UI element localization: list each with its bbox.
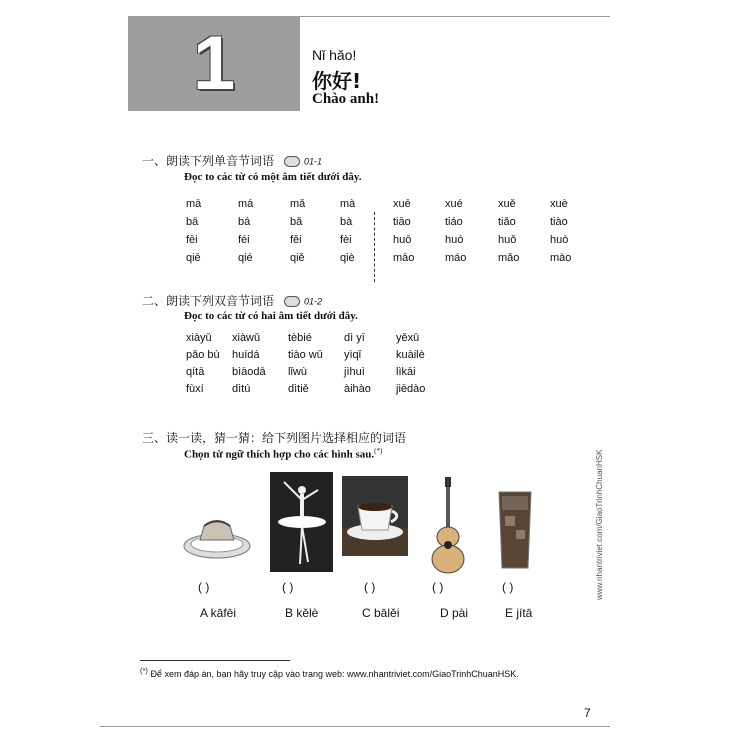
section2-subtitle: Đọc to các từ có hai âm tiết dưới đây.	[184, 310, 358, 322]
syllable-cell: fěi	[290, 234, 302, 246]
syllable-cell: huó	[445, 234, 464, 246]
answer-blank[interactable]: ( )	[364, 580, 376, 594]
word-cell: dìtiě	[288, 383, 309, 395]
section1-title-text: 一、朗读下列单音节词语	[142, 154, 275, 168]
syllable-cell: tiǎo	[498, 216, 516, 228]
grid-divider	[374, 212, 375, 282]
audio-icon[interactable]	[284, 156, 300, 167]
syllable-cell: mā	[186, 198, 202, 210]
lesson-number-box	[128, 16, 300, 111]
syllable-cell: bǎ	[290, 216, 303, 228]
section3-subtitle	[184, 447, 382, 461]
syllable-cell: qié	[238, 252, 253, 264]
syllable-cell: má	[238, 198, 254, 210]
side-url: www.nhantriviet.com/GiaoTrinhChuanHSK	[595, 449, 604, 600]
word-cell: dì yī	[344, 332, 365, 344]
word-cell: fùxí	[186, 383, 204, 395]
textbook-page	[100, 14, 610, 727]
section2-title	[142, 292, 322, 309]
syllable-cell: mǎ	[290, 198, 306, 210]
footnote-text: Để xem đáp án, bạn hãy truy cập vào trang web: www.nhantriviet.com/GiaoTrinhChuanHSK.	[150, 669, 519, 679]
syllable-cell: xuè	[550, 198, 568, 210]
syllable-cell: tiào	[550, 216, 568, 228]
syllable-cell: qiē	[186, 252, 201, 264]
footnote	[140, 666, 519, 679]
page-number: 7	[584, 706, 591, 720]
word-option: D pài	[440, 606, 469, 620]
cola-glass-image	[496, 486, 534, 572]
lesson-title-area	[300, 16, 610, 112]
word-cell: dìtú	[232, 383, 251, 395]
syllable-cell: máo	[445, 252, 467, 264]
syllable-cell: bá	[238, 216, 251, 228]
footnote-rule	[140, 660, 290, 661]
syllable-cell: māo	[393, 252, 415, 264]
word-option: E jítā	[505, 606, 533, 620]
word-cell: jiēdào	[396, 383, 426, 395]
answer-blank[interactable]: ( )	[432, 580, 444, 594]
coffee-image	[342, 476, 408, 556]
syllable-cell: xuē	[393, 198, 411, 210]
syllable-cell: huō	[393, 234, 412, 246]
footnote-mark: (*)	[140, 666, 148, 675]
word-cell: tiào wǔ	[288, 349, 323, 361]
word-cell: xiàyǔ	[186, 332, 212, 344]
guitar-image	[428, 477, 468, 577]
word-cell: xiàwǔ	[232, 332, 261, 344]
syllable-cell: mǎo	[498, 252, 520, 264]
word-cell: pǎo bù	[186, 349, 220, 361]
word-option: C bālěi	[362, 606, 400, 620]
syllable-cell: qiě	[290, 252, 305, 264]
lesson-title-chinese: 你好!	[312, 69, 362, 93]
answer-blank[interactable]: ( )	[198, 580, 210, 594]
syllable-cell: mào	[550, 252, 572, 264]
syllable-cell: huò	[550, 234, 569, 246]
word-option: B kělè	[285, 606, 319, 620]
word-option: A kāfēi	[200, 606, 237, 620]
word-cell: lǐwù	[288, 366, 307, 378]
lesson-title-pinyin: Nǐ hǎo!	[312, 47, 357, 63]
audio-icon[interactable]	[284, 296, 300, 307]
section1-subtitle: Đọc to các từ có một âm tiết dưới đây.	[184, 171, 362, 183]
word-cell: huídá	[232, 349, 260, 361]
syllable-cell: bā	[186, 216, 199, 228]
word-cell: yěxǔ	[396, 332, 420, 344]
syllable-cell: bà	[340, 216, 353, 228]
syllable-cell: mà	[340, 198, 356, 210]
word-cell: àihào	[344, 383, 371, 395]
section2-title-text: 二、朗读下列双音节词语	[142, 294, 275, 308]
word-cell: yìqǐ	[344, 349, 362, 361]
answer-blank[interactable]: ( )	[502, 580, 514, 594]
word-cell: tèbié	[288, 332, 312, 344]
word-cell: jìhuì	[344, 366, 365, 378]
word-cell: qítā	[186, 366, 205, 378]
syllable-cell: féi	[238, 234, 250, 246]
lesson-title-vietnamese: Chào anh!	[312, 91, 380, 107]
word-cell: lìkāi	[396, 366, 416, 378]
syllable-cell: tiāo	[393, 216, 411, 228]
syllable-cell: fèi	[340, 234, 352, 246]
word-cell: kuàilè	[396, 349, 425, 361]
syllable-cell: tiáo	[445, 216, 463, 228]
word-cell: bìāodā	[232, 366, 266, 378]
syllable-cell: qiè	[340, 252, 355, 264]
section3-subtitle-text: Chọn từ ngữ thích hợp cho các hình sau.	[184, 448, 375, 461]
section1-title	[142, 152, 322, 169]
answer-blank[interactable]: ( )	[282, 580, 294, 594]
section3-title: 三、读一读，猜一猜：给下列图片选择相应的词语	[142, 431, 407, 445]
audio-track-code: 01-1	[304, 156, 323, 167]
syllable-cell: huǒ	[498, 234, 517, 246]
lesson-number: 1	[192, 21, 236, 106]
syllable-cell: xuě	[498, 198, 516, 210]
syllable-cell: fēi	[186, 234, 198, 246]
footnote-marker: (*)	[374, 447, 383, 455]
syllable-cell: xué	[445, 198, 463, 210]
audio-track-code: 01-2	[304, 296, 323, 307]
ballerina-image	[270, 472, 333, 572]
pie-image	[182, 504, 252, 564]
